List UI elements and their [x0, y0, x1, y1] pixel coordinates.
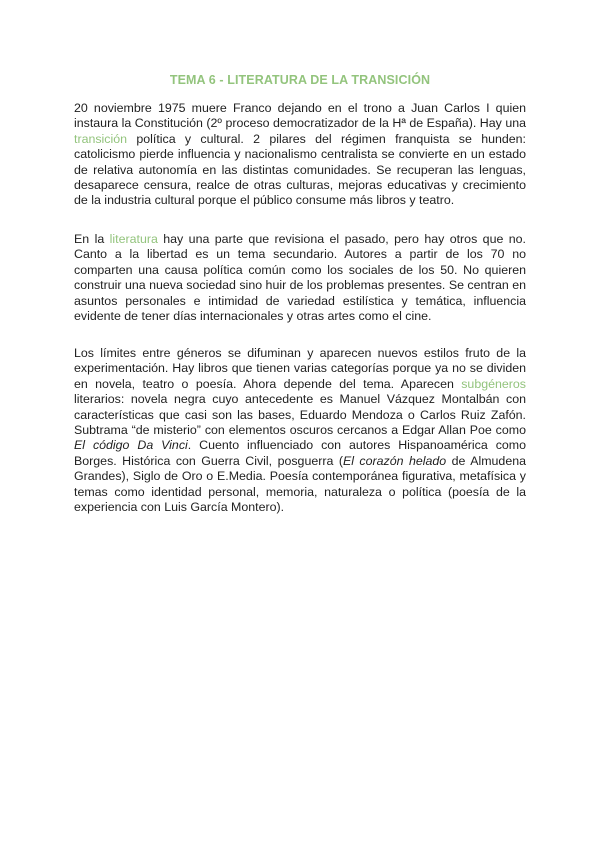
text-segment: de Almudena Grandes), Siglo de Oro o E.Media. Poesía contemporánea figurativa, metafísica y temas como identidad personal, memoria, naturaleza o política (poesía de la experiencia con Luis García Montero).	[74, 453, 526, 515]
highlighted-keyword: transición	[74, 131, 128, 146]
text-segment: Los límites entre géneros se difuminan y aparecen nuevos estilos fruto de la experimentación. Hay libros que tienen varias categorías porque ya no se dividen en novela, teatro o poesía. Ahora depende del tema. Aparecen	[74, 346, 526, 391]
highlighted-keyword: literatura	[109, 232, 158, 246]
text-segment: política y cultural. 2 pilares del régimen franquista se hunden: catolicismo pierde influencia y nacionalismo centralista se convierte en un estado de relativa autonomía en las distintas comunidades. Se recuperan las lenguas, desaparece censura, realce de otras culturas, mejoras educativas y crecimiento de la industria cultural porque el público consume más libros y teatro.	[74, 131, 526, 208]
text-segment: literarios: novela negra cuyo antecedente es Manuel Vázquez Montalbán con características que casi son las bases, Eduardo Mendoza o Carlos Ruiz Zafón. Subtrama “de misterio” con elementos oscuros cercanos a Edgar Allan Poe como	[74, 392, 526, 438]
text-segment: . Cuento influenciado con autores Hispanoamérica como Borges. Histórica con Guerra Civil, posguerra (	[74, 438, 526, 468]
text-segment: En la	[74, 232, 110, 246]
paragraph-literatura	[74, 232, 526, 324]
text-segment: hay una parte que revisiona el pasado, pero hay otros que no. Canto a la libertad es un tema secundario. Autores a partir de los 70 no comparten una causa política común como los sociales de los 50. No quieren construir una nueva sociedad sino huir de los problemas presentes. Se centran en asuntos personales e intimidad de variedad estilística y temática, influencia evidente de tener días internacionales y otras artes como el cine.	[74, 232, 526, 324]
highlighted-keyword: subgéneros	[461, 376, 526, 391]
paragraph-transicion	[74, 101, 526, 209]
italic-title: El corazón helado	[342, 453, 447, 468]
paragraph-subgeneros	[74, 346, 526, 515]
page-title: TEMA 6 - LITERATURA DE LA TRANSICIÓN	[169, 73, 431, 87]
italic-title: El código Da Vinci	[74, 438, 188, 453]
text-segment: 20 noviembre 1975 muere Franco dejando en el trono a Juan Carlos I quien instaura la Constitución (2º proceso democratizador de la Hª de España). Hay una	[74, 101, 526, 131]
